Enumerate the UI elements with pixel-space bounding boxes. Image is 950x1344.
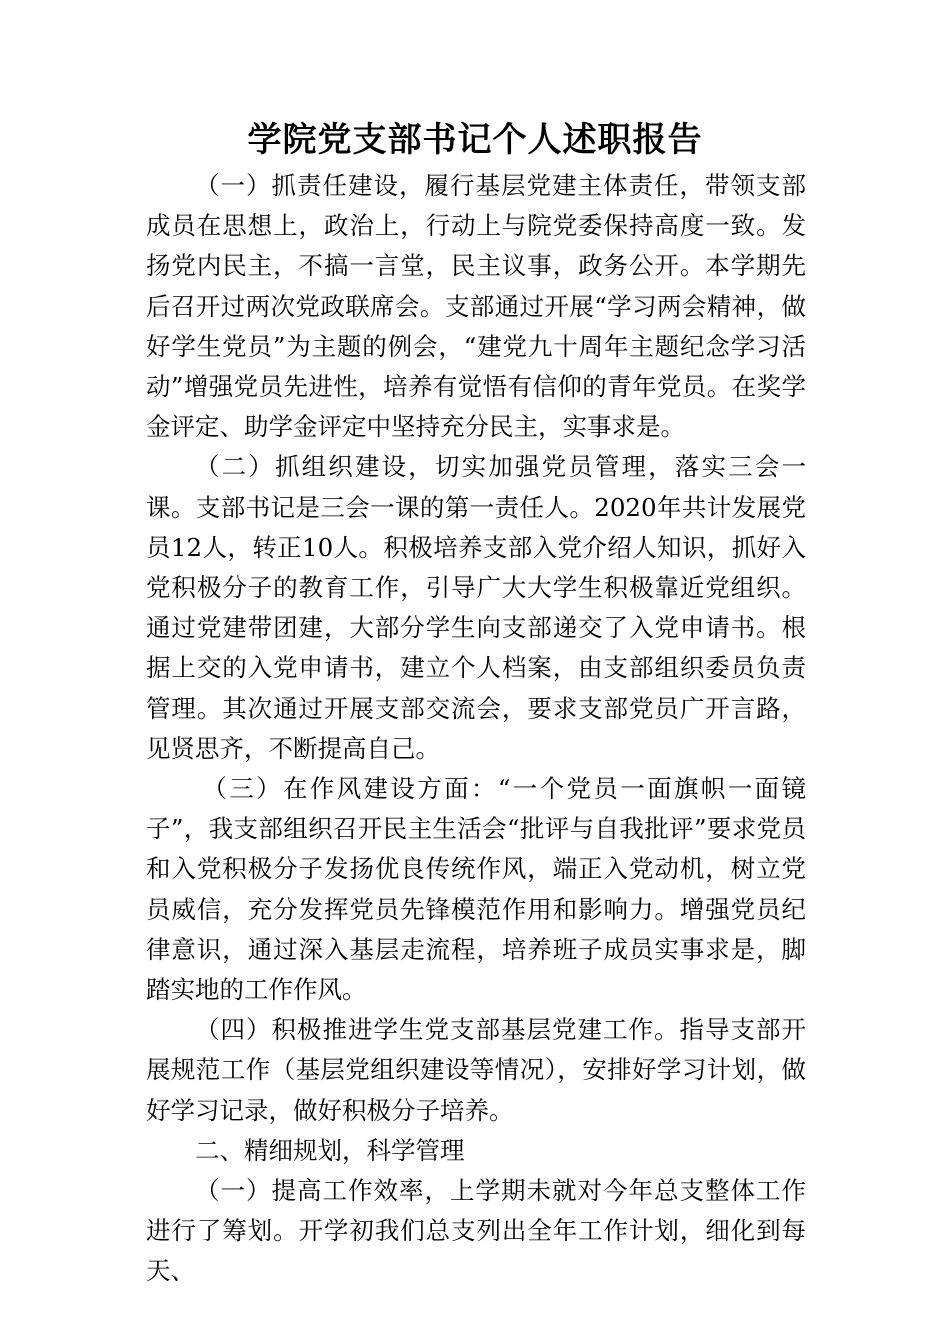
- paragraph-grassroots-work: （四）积极推进学生党支部基层党建工作。指导支部开展规范工作（基层党组织建设等情况），安排好学习计划，做好学习记录，做好积极分子培养。: [146, 1015, 806, 1125]
- paragraph-work-efficiency: （一）提高工作效率，上学期未就对今年总支整体工作进行了筹划。开学初我们总支列出全年工作计划，细化到每天、: [146, 1176, 806, 1286]
- document-title: 学院党支部书记个人述职报告: [247, 120, 703, 160]
- paragraph-organization-building: （二）抓组织建设，切实加强党员管理，落实三会一课。支部书记是三会一课的第一责任人。2020年共计发展党员12人，转正10人。积极培养支部入党介绍人知识，抓好入党积极分子的教育工作，引导广大大学生积极靠近党组织。通过党建带团建，大部分学生向支部递交了入党申请书。根据上交的入党申请书，建立个人档案，由支部组织委员负责管理。其次通过开展支部交流会，要求支部党员广开言路，见贤思齐，不断提高自己。: [146, 452, 806, 763]
- paragraph-style-building: （三）在作风建设方面：“一个党员一面旗帜一面镜子”，我支部组织召开民主生活会“批评与自我批评”要求党员和入党积极分子发扬优良传统作风，端正入党动机，树立党员威信，充分发挥党员先锋模范作用和影响力。增强党员纪律意识，通过深入基层走流程，培养班子成员实事求是，脚踏实地的工作作风。: [146, 774, 806, 1005]
- document-body: [146, 166, 806, 1292]
- paragraph-responsibility-building: （一）抓责任建设，履行基层党建主体责任，带领支部成员在思想上，政治上，行动上与院党委保持高度一致。发扬党内民主，不搞一言堂，民主议事，政务公开。本学期先后召开过两次党政联席会。支部通过开展“学习两会精神，做好学生党员”为主题的例会，“建党九十周年主题纪念学习活动”增强党员先进性，培养有觉悟有信仰的青年党员。在奖学金评定、助学金评定中坚持充分民主，实事求是。: [146, 171, 806, 442]
- section-heading-planning: 二、精细规划，科学管理: [195, 1135, 465, 1165]
